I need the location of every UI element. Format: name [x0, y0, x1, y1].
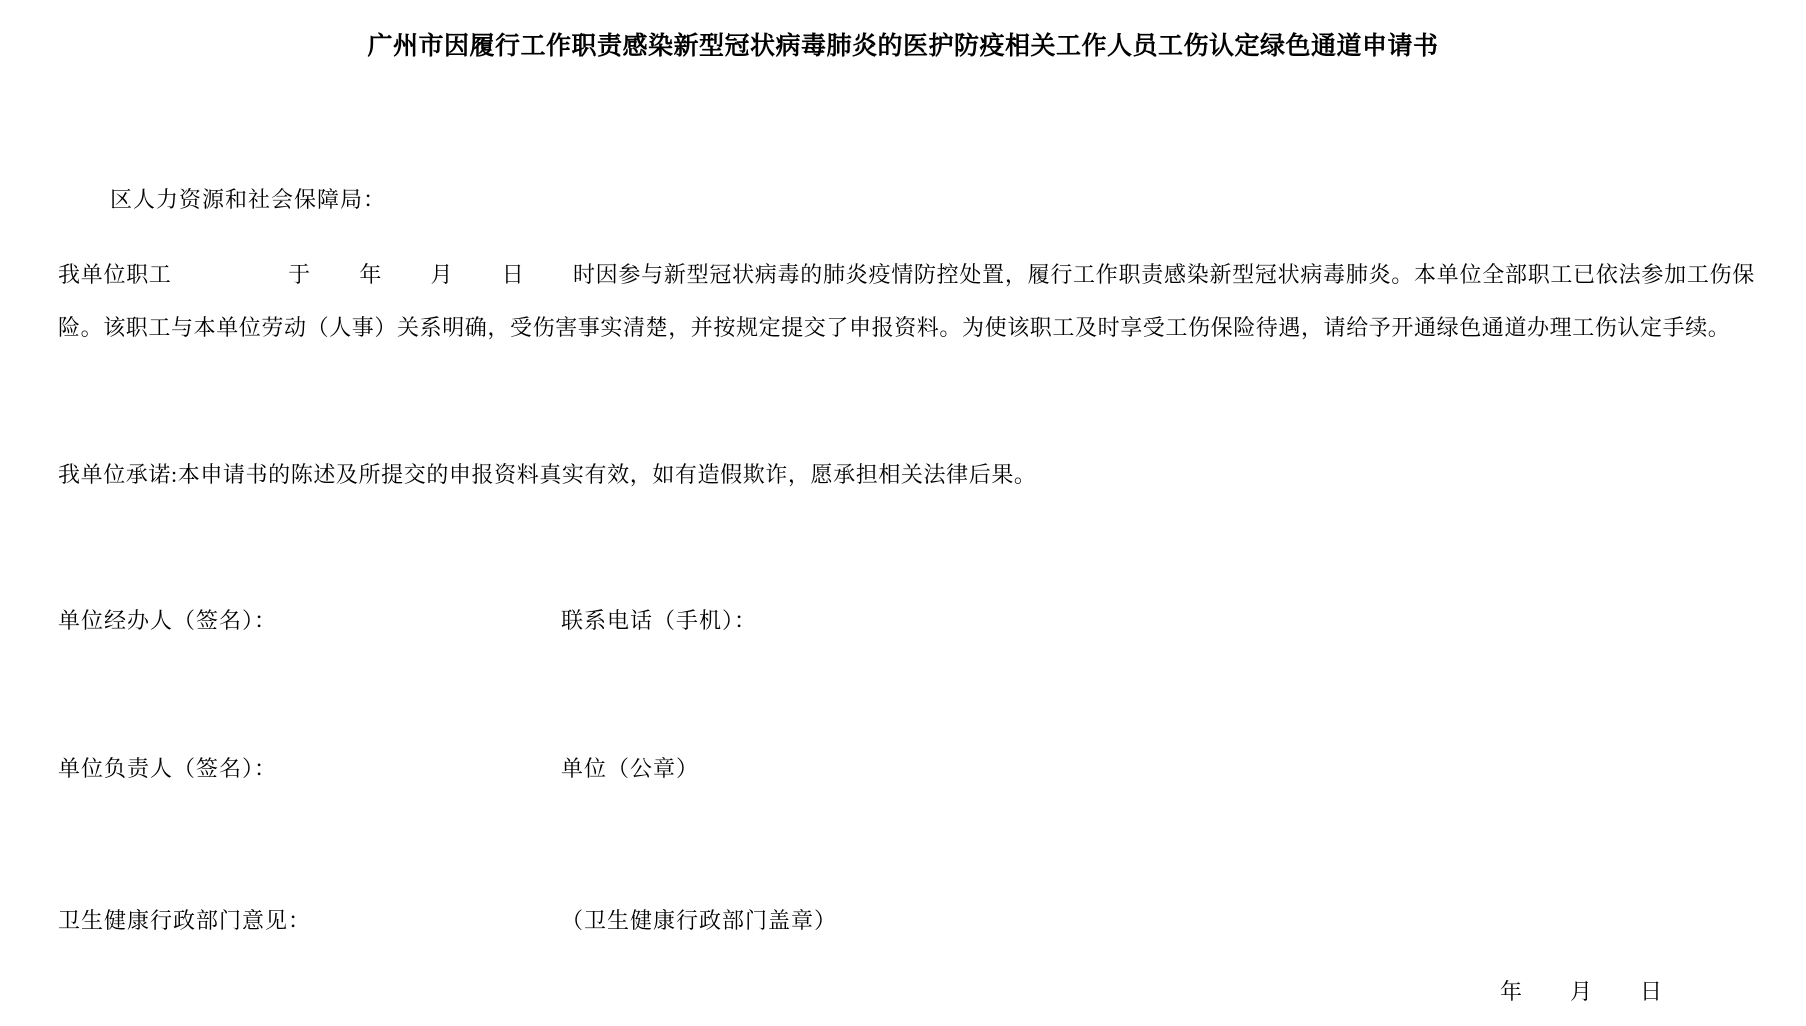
health-authority-opinion-label: 卫生健康行政部门意见： — [58, 908, 312, 933]
operator-signature-row — [58, 605, 1258, 639]
leader-signature-label: 单位负责人（签名）： — [58, 756, 278, 781]
date-year-label: 年 — [1500, 979, 1524, 1004]
date-day-label: 日 — [1640, 979, 1664, 1004]
main-paragraph-yu: 于 — [288, 262, 311, 287]
main-paragraph-day: 日 — [501, 262, 525, 287]
health-authority-row — [58, 905, 1358, 939]
company-seal-label: 单位（公章） — [561, 756, 700, 781]
leader-signature-row — [58, 753, 1258, 787]
date-month-label: 月 — [1570, 979, 1594, 1004]
main-paragraph — [58, 248, 1755, 354]
contact-phone-label: 联系电话（手机）： — [561, 608, 758, 633]
health-authority-seal-label: （卫生健康行政部门盖章） — [561, 908, 838, 933]
date-line — [1500, 975, 1663, 1006]
main-paragraph-month: 月 — [430, 262, 454, 287]
promise-paragraph: 我单位承诺:本申请书的陈述及所提交的申报资料真实有效，如有造假欺诈，愿承担相关法律后果。 — [58, 462, 1037, 487]
main-paragraph-lead: 我单位职工 — [58, 262, 172, 287]
main-paragraph-body: 时因参与新型冠状病毒的肺炎疫情防控处置，履行工作职责感染新型冠状病毒肺炎。本单位全部职工已依法参加工伤保险。该职工与本单位劳动（人事）关系明确，受伤害事实清楚，并按规定提交了申报资料。为使该职工及时享受工伤保险待遇，请给予开通绿色通道办理工伤认定手续。 — [58, 262, 1755, 340]
operator-signature-label: 单位经办人（签名）： — [58, 608, 278, 633]
main-paragraph-year: 年 — [359, 262, 383, 287]
page-title: 广州市因履行工作职责感染新型冠状病毒肺炎的医护防疫相关工作人员工伤认定绿色通道申请书 — [367, 33, 1439, 60]
addressee-line: 区人力资源和社会保障局： — [110, 187, 387, 212]
